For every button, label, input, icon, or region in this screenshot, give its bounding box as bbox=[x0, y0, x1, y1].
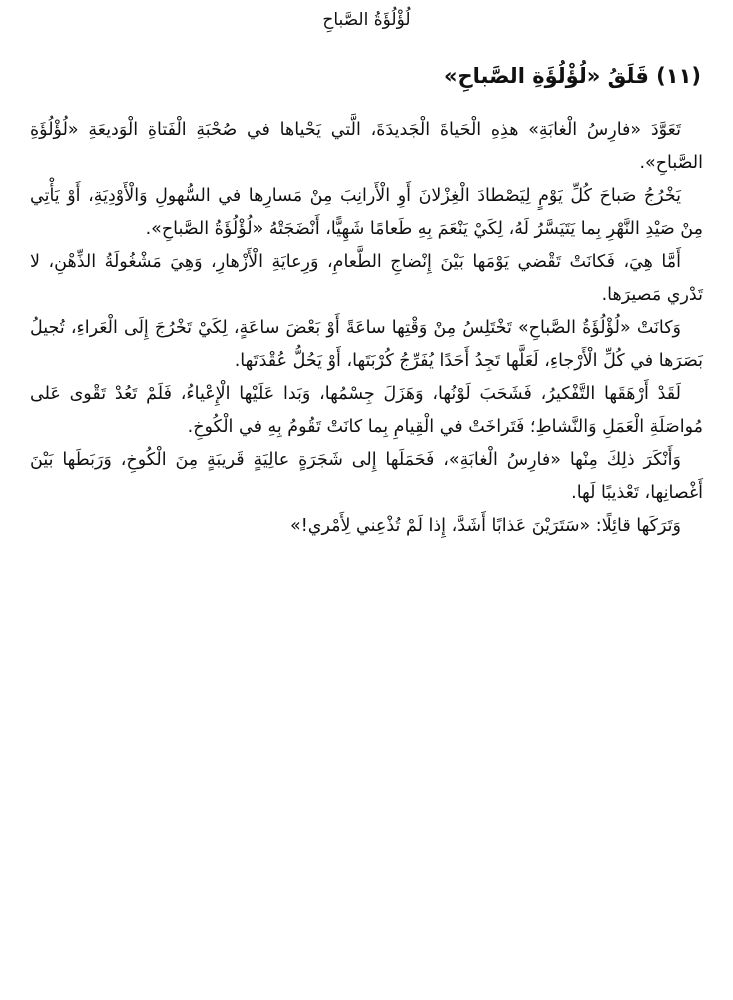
paragraph: وَتَرَكَها قائِلًا: «سَتَرَيْنَ عَذابًا أَشَدَّ، إِذا لَمْ تُذْعِني لِأَمْري!» bbox=[290, 516, 681, 536]
running-title: لُؤْلُؤَةُ الصَّباحِ bbox=[322, 10, 411, 30]
chapter-body bbox=[30, 114, 703, 543]
paragraph: لَقَدْ أَرْهَقَها التَّفْكيرُ، فَشَحَبَ لَوْنُها، وَهَزَلَ جِسْمُها، وَبَدا عَلَيْها الْإِعْياءُ، فَلَمْ تَعُدْ تَقْوى عَلى مُواصَلَةِ الْعَمَلِ وَالنَّشاطِ؛ فَتَراخَتْ في الْقِيامِ بِما كانَتْ تَقُومُ بِهِ في الْكُوخِ. bbox=[30, 384, 703, 437]
paragraph: أَمَّا هِيَ، فَكانَتْ تَقْضي يَوْمَها بَيْنَ إِنْضاجِ الطَّعامِ، وَرِعايَةِ الْأَزْهارِ، وَهِيَ مَشْغُولَةُ الذِّهْنِ، لا تَدْري مَصيرَها. bbox=[30, 252, 703, 305]
paragraph: وَأَنْكَرَ ذلِكَ مِنْها «فارِسُ الْغابَةِ»، فَحَمَلَها إِلى شَجَرَةٍ عالِيَةٍ قَريبَةٍ مِنَ الْكُوخِ، وَرَبَطَها بَيْنَ أَغْصانِها، تَعْذيبًا لَها. bbox=[30, 450, 703, 503]
paragraph: وَكانَتْ «لُؤْلُؤَةُ الصَّباحِ» تَخْتَلِسُ مِنْ وَقْتِها ساعَةً أَوْ بَعْضَ ساعَةٍ، لِكَيْ تَخْرُجَ إِلَى الْعَراءِ، تُجيلُ بَصَرَها في كُلِّ الْأَرْجاءِ، لَعَلَّها تَجِدُ أَحَدًا يُفَرِّجُ كُرْبَتَها، أَوْ يَحُلُّ عُقْدَتَها. bbox=[30, 318, 703, 371]
paragraph: تَعَوَّدَ «فارِسُ الْغابَةِ» هذِهِ الْحَياةَ الْجَديدَةَ، الَّتي يَحْياها في صُحْبَةِ الْفَتاةِ الْوَديعَةِ «لُؤْلُؤَةِ الصَّباحِ». bbox=[30, 120, 703, 173]
paragraph: يَخْرُجُ صَباحَ كُلِّ يَوْمٍ لِيَصْطادَ الْغِزْلانَ أَوِ الْأَرانِبَ مِنْ مَسارِها في السُّهولِ وَالْأَوْدِيَةِ، أَوْ يَأْتِي مِنْ صَيْدِ النَّهْرِ بِما يَتَيَسَّرُ لَهُ، لِكَيْ يَنْعَمَ بِهِ طَعامًا شَهِيًّا، أَنْضَجَتْهُ «لُؤْلُؤَةُ الصَّباحِ». bbox=[30, 186, 703, 239]
chapter-title: (١١) قَلَقُ «لُؤْلُؤَةِ الصَّباحِ» bbox=[443, 64, 701, 88]
